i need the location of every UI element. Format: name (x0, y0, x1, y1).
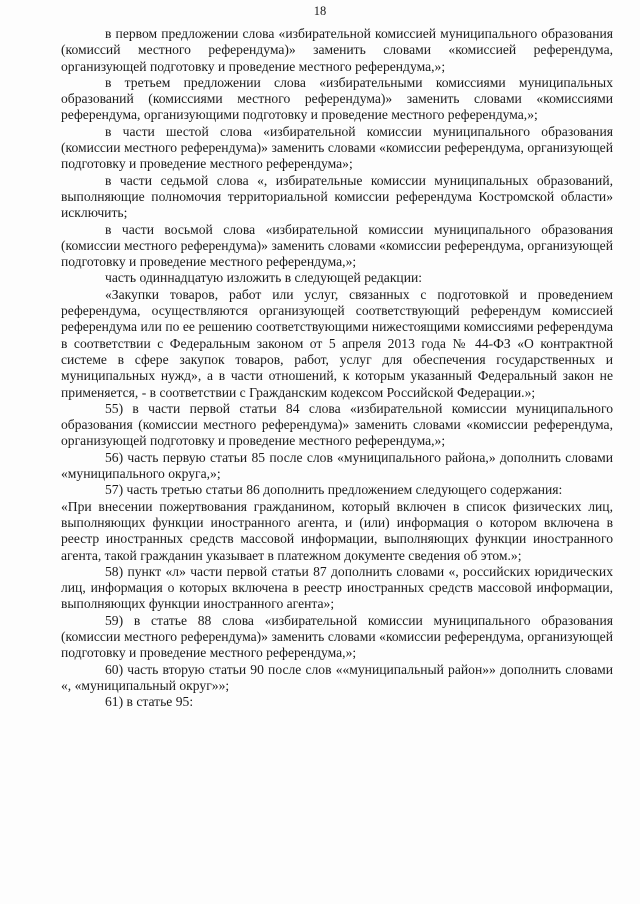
paragraph-15: 61) в статье 95: (105, 694, 194, 710)
paragraph-2: в третьем предложении слова «избирательными комиссиями муниципальных образований (комиссиями местного референдума)» заменить словами «комиссиями референдума, организующими подготовку и проведение местного референдума,»; (61, 74, 613, 123)
page-number: 18 (313, 4, 327, 18)
paragraph-1: в первом предложении слова «избирательной комиссией муниципального образования (комиссий местного референдума)» заменить словами «комиссией референдума, организующей подготовку и проведение местного референдума,»; (61, 26, 613, 74)
paragraph-11: «При внесении пожертвования гражданином, который включен в список физических лиц, выполняющих функции иностранного агента, и (или) информация о котором включена в реестр иностранных средств массовой информации, выполняющих функции иностранного агента, такой гражданин указывает в платежном документе сведения об этом.»; (61, 498, 613, 563)
paragraph-12: 58) пункт «л» части первой статьи 87 дополнить словами «, российских юридических лиц, информация о которых включена в реестр иностранных средств массовой информации, выполняющих функции иностранного агента»; (61, 563, 613, 612)
paragraph-4: в части седьмой слова «, избирательные комиссии муниципальных образований, выполняющие полномочия территориальной комиссии референдума Костромской области» исключить; (61, 172, 613, 221)
document-body (61, 26, 613, 710)
paragraph-6: часть одиннадцатую изложить в следующей редакции: (105, 270, 423, 286)
paragraph-5: в части восьмой слова «избирательной комиссии муниципального образования (комиссии местного референдума)» заменить словами «комиссии референдума, организующей подготовку и проведение местного референдума,»; (61, 221, 613, 270)
paragraph-13: 59) в статье 88 слова «избирательной комиссии муниципального образования (комиссии местного референдума)» заменить словами «комиссии референдума, организующей подготовку и проведение местного референдума,»; (61, 612, 613, 661)
paragraph-7: «Закупки товаров, работ или услуг, связанных с подготовкой и проведением референдума, осуществляются организующей соответствующий референдум комиссией референдума или по ее решению соответствующими нижестоящими комиссиями референдума в соответствии с Федеральным законом от 5 апреля 2013 года № 44-ФЗ «О контрактной системе в сфере закупок товаров, работ, услуг для обеспечения государственных и муниципальных нужд», а в части отношений, к которым указанный Федеральный закон не применяется, - в соответствии с Гражданским кодексом Российской Федерации.»; (61, 286, 613, 400)
paragraph-3: в части шестой слова «избирательной комиссии муниципального образования (комиссии местного референдума)» заменить словами «комиссии референдума, организующей подготовку и проведение местного референдума»; (61, 123, 613, 172)
paragraph-10: 57) часть третью статьи 86 дополнить предложением следующего содержания: (105, 482, 563, 498)
paragraph-8: 55) в части первой статьи 84 слова «избирательной комиссии муниципального образования (комиссии местного референдума)» заменить словами «комиссии референдума, организующей подготовку и проведение местного референдума,»; (61, 400, 613, 449)
paragraph-9: 56) часть первую статьи 85 после слов «муниципального района,» дополнить словами «муниципального округа,»; (61, 449, 613, 482)
paragraph-14: 60) часть вторую статьи 90 после слов ««муниципальный район»» дополнить словами «, «муниципальный округ»»; (61, 661, 613, 693)
